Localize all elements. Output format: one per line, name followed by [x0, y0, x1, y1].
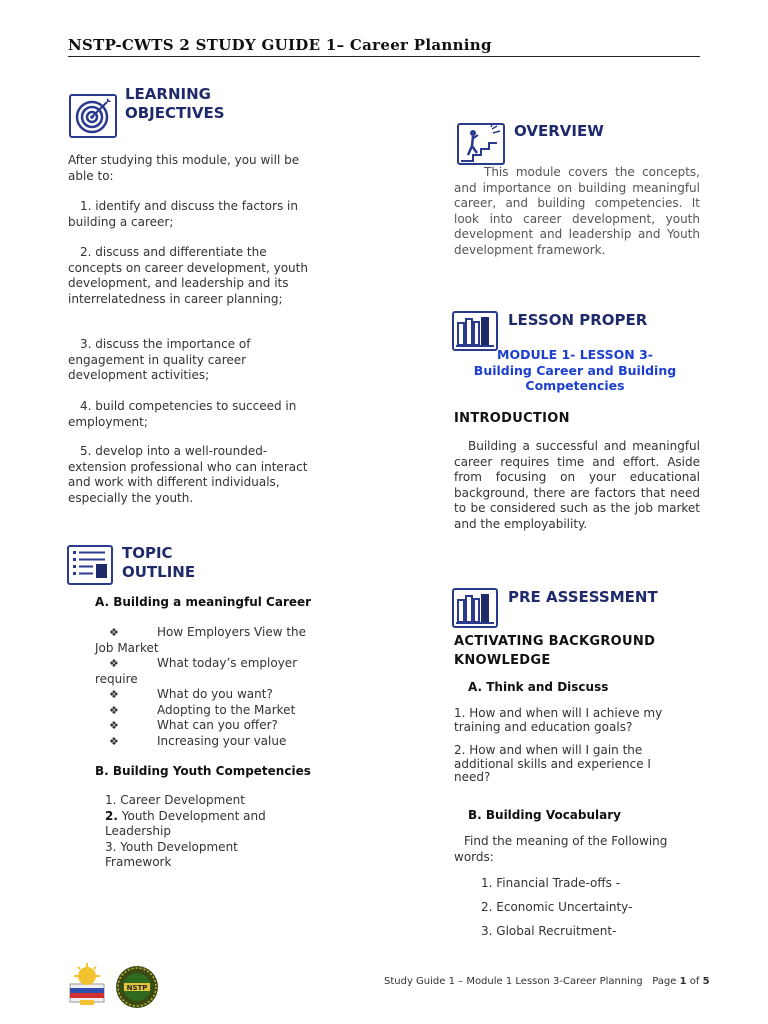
vocabulary-intro: Find the meaning of the Following words:	[454, 834, 668, 864]
list-item-number: 3.	[105, 839, 117, 854]
stairs-climb-icon	[457, 123, 505, 165]
objective-item: 4. build competencies to succeed in employment;	[68, 399, 297, 429]
activating-knowledge-heading: ACTIVATING BACKGROUND KNOWLEDGE	[454, 634, 656, 668]
list-item	[95, 718, 315, 734]
bullet-diamond-icon: ❖	[109, 657, 119, 670]
question-item: 2. How and when will I gain the additional skills and experience I need?	[454, 743, 651, 784]
list-item	[95, 656, 315, 687]
list-item	[95, 625, 315, 656]
ph-government-seal	[64, 962, 110, 1008]
books-icon	[452, 311, 498, 351]
overview-heading: OVERVIEW	[514, 122, 604, 140]
learning-objectives-heading	[125, 85, 225, 123]
list-item-text: What today’s employer require	[95, 656, 298, 686]
svg-text:NSTP: NSTP	[126, 984, 148, 992]
books-icon	[452, 588, 498, 628]
list-item-text: How Employers View the Job Market	[95, 625, 307, 655]
pre-assessment-heading: PRE ASSESSMENT	[508, 588, 658, 606]
footer-text: Study Guide 1 – Module 1 Lesson 3-Career Planning	[384, 976, 643, 987]
objective-item: 3. discuss the importance of engagement in quality career development activities;	[68, 337, 251, 382]
bullet-diamond-icon: ❖	[109, 719, 119, 732]
heading-line: TOPIC	[122, 544, 173, 562]
list-item-text: What do you want?	[157, 687, 273, 701]
objectives-intro: After studying this module, you will be able to:	[68, 153, 300, 183]
heading-line: LEARNING	[125, 85, 211, 103]
list-item	[95, 703, 315, 719]
vocabulary-word: 3. Global Recruitment-	[481, 924, 617, 938]
outline-list-icon	[67, 545, 113, 585]
outline-b-list	[105, 793, 290, 871]
bullet-diamond-icon: ❖	[109, 688, 119, 701]
page-number: 1	[679, 976, 687, 987]
target-icon	[69, 94, 117, 138]
page-total: 5	[702, 976, 710, 987]
of-label: of	[689, 976, 700, 987]
heading-line: OBJECTIVES	[125, 104, 225, 122]
outline-a-list	[95, 625, 315, 749]
building-vocabulary-title: B. Building Vocabulary	[468, 808, 621, 822]
page-label: Page	[652, 976, 677, 987]
list-item	[95, 734, 315, 750]
list-item	[105, 809, 290, 840]
bullet-diamond-icon: ❖	[109, 734, 119, 748]
header-rule	[68, 56, 700, 57]
nstp-seal	[115, 965, 159, 1009]
think-discuss-title: A. Think and Discuss	[468, 680, 609, 694]
page-footer	[384, 976, 710, 987]
list-item	[95, 687, 315, 703]
list-item-text: Youth Development and Leadership	[105, 808, 266, 838]
list-item-number: 2.	[105, 808, 118, 823]
topic-outline-heading	[122, 544, 195, 582]
list-item-text: What can you offer?	[157, 718, 278, 732]
overview-text: This module covers the concepts, and importance on building meaningful career, and building competencies. It look into career development, youth development and leadership and Youth development framework.	[454, 165, 700, 257]
introduction-heading: INTRODUCTION	[454, 411, 570, 426]
question-item: 1. How and when will I achieve my training and education goals?	[454, 706, 663, 734]
vocabulary-word: 2. Economic Uncertainty-	[481, 900, 633, 914]
document-title: NSTP-CWTS 2 STUDY GUIDE 1– Career Planning	[68, 36, 492, 54]
list-item-text: Adopting to the Market	[157, 702, 296, 717]
objective-item: 1. identify and discuss the factors in building a career;	[68, 199, 298, 229]
lesson-proper-heading: LESSON PROPER	[508, 311, 648, 329]
list-item-text: Career Development	[120, 793, 245, 807]
bullet-diamond-icon: ❖	[109, 703, 119, 717]
introduction-text: Building a successful and meaningful career requires time and effort. Aside from focusing on your educational background, there are factors that need to be considered such as the job market and the employability.	[454, 439, 700, 531]
objective-item: 5. develop into a well-rounded-extension professional who can interact and work with different individuals, especially the youth.	[68, 444, 308, 505]
outline-section-b-title: B. Building Youth Competencies	[95, 764, 311, 778]
list-item	[105, 793, 290, 809]
list-item-text: Youth Development Framework	[105, 839, 238, 869]
vocabulary-word: 1. Financial Trade-offs -	[481, 876, 621, 890]
list-item	[105, 840, 290, 871]
outline-section-a-title: A. Building a meaningful Career	[95, 595, 312, 609]
objective-item: 2. discuss and differentiate the concepts on career development, youth development, and leadership and its interrelatedness in career planning;	[68, 245, 308, 306]
list-item-number: 1.	[105, 793, 117, 807]
list-item-text: Increasing your value	[157, 733, 287, 748]
bullet-diamond-icon: ❖	[109, 626, 119, 639]
module-title: MODULE 1- LESSON 3- Building Career and Building Competencies	[473, 347, 677, 393]
heading-line: OUTLINE	[122, 563, 196, 581]
